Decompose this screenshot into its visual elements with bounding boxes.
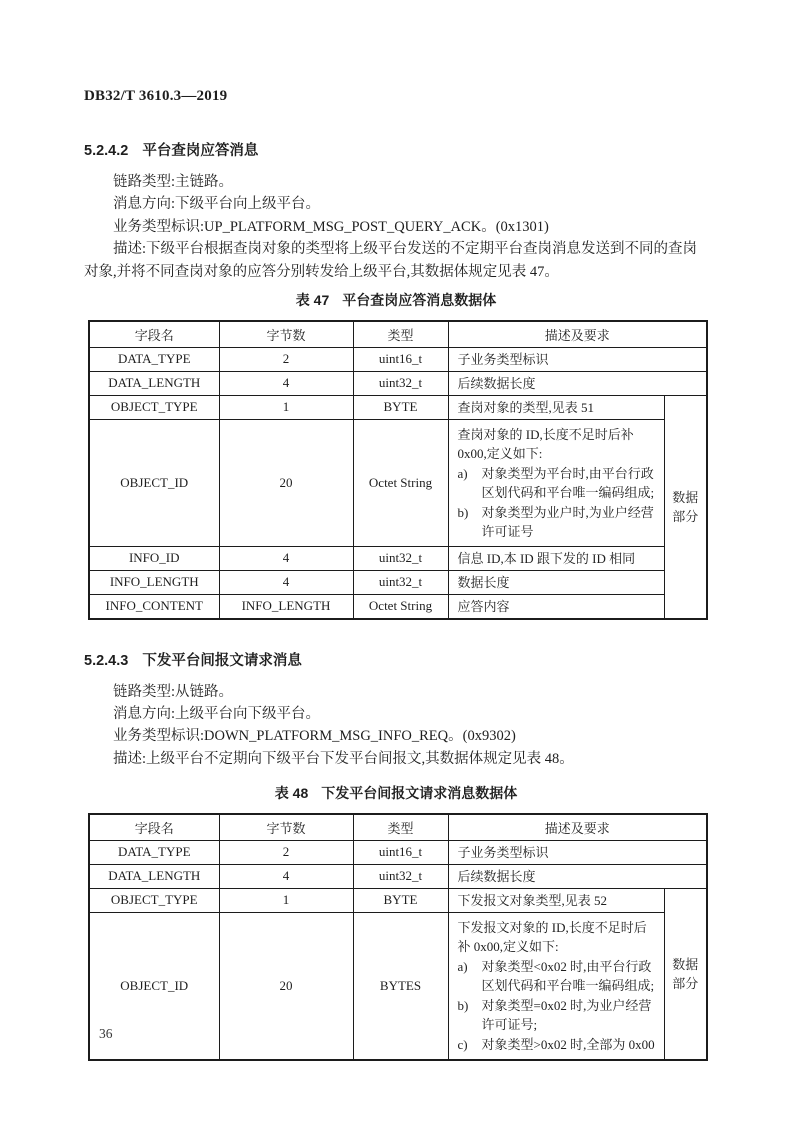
cell-description: 后续数据长度 bbox=[448, 371, 707, 395]
table-row bbox=[89, 594, 707, 619]
cell-field-name: INFO_ID bbox=[89, 546, 219, 570]
list-item-label: a) bbox=[457, 958, 468, 974]
cell-field-name: OBJECT_ID bbox=[89, 912, 219, 1060]
cell-description: 应答内容 bbox=[448, 594, 664, 619]
cell-byte-count: 1 bbox=[219, 395, 353, 419]
cell-byte-count: 2 bbox=[219, 347, 353, 371]
cell-type: uint32_t bbox=[353, 546, 448, 570]
cell-byte-count: 4 bbox=[219, 371, 353, 395]
list-item-text: 对象类型=0x02 时,为业户经营许可证号; bbox=[481, 997, 652, 1032]
list-item-text: 对象类型为业户时,为业户经营许可证号 bbox=[481, 504, 654, 539]
paragraph-message-direction: 消息方向:上级平台向下级平台。 bbox=[113, 705, 321, 722]
section-heading-5242 bbox=[84, 139, 708, 160]
section-title: 下发平台间报文请求消息 bbox=[142, 652, 302, 669]
cell-field-name: OBJECT_ID bbox=[89, 419, 219, 546]
header-description: 描述及要求 bbox=[448, 321, 707, 347]
cell-type: Octet String bbox=[353, 419, 448, 546]
cell-description bbox=[448, 912, 664, 1060]
cell-byte-count: 20 bbox=[219, 419, 353, 546]
cell-field-name: OBJECT_TYPE bbox=[89, 888, 219, 912]
cell-description: 信息 ID,本 ID 跟下发的 ID 相同 bbox=[448, 546, 664, 570]
cell-field-name: DATA_TYPE bbox=[89, 840, 219, 864]
cell-data-part-label: 数据部分 bbox=[664, 888, 707, 1060]
list-item-label: b) bbox=[457, 504, 469, 520]
description-list-item bbox=[458, 957, 658, 995]
cell-byte-count: 4 bbox=[219, 546, 353, 570]
cell-data-part-label: 数据部分 bbox=[664, 395, 707, 619]
paragraph-business-type-id: 业务类型标识:UP_PLATFORM_MSG_POST_QUERY_ACK。(0x1301) bbox=[113, 218, 549, 235]
section-number: 5.2.4.2 bbox=[84, 143, 129, 159]
cell-description: 数据长度 bbox=[448, 570, 664, 594]
table-47-caption bbox=[84, 290, 708, 310]
header-byte-count: 字节数 bbox=[219, 321, 353, 347]
header-field-name: 字段名 bbox=[89, 321, 219, 347]
table-47 bbox=[88, 320, 708, 620]
cell-description: 下发报文对象类型,见表 52 bbox=[448, 888, 664, 912]
section-5243-paragraphs bbox=[84, 681, 708, 771]
description-list-item bbox=[458, 464, 658, 502]
paragraph-link-type: 链路类型:从链路。 bbox=[113, 683, 234, 700]
table-48-caption bbox=[84, 783, 708, 803]
cell-type: uint32_t bbox=[353, 371, 448, 395]
section-5242-paragraphs bbox=[84, 171, 708, 283]
cell-type: BYTE bbox=[353, 888, 448, 912]
cell-description: 后续数据长度 bbox=[448, 864, 707, 888]
cell-description bbox=[448, 419, 664, 546]
cell-description: 子业务类型标识 bbox=[448, 347, 707, 371]
table-row bbox=[89, 546, 707, 570]
cell-field-name: INFO_LENGTH bbox=[89, 570, 219, 594]
cell-description: 子业务类型标识 bbox=[448, 840, 707, 864]
description-intro: 下发报文对象的 ID,长度不足时后补 0x00,定义如下: bbox=[457, 919, 647, 954]
cell-field-name: INFO_CONTENT bbox=[89, 594, 219, 619]
header-byte-count: 字节数 bbox=[219, 814, 353, 840]
list-item-text: 对象类型为平台时,由平台行政区划代码和平台唯一编码组成; bbox=[481, 465, 655, 500]
header-field-name: 字段名 bbox=[89, 814, 219, 840]
cell-type: uint16_t bbox=[353, 347, 448, 371]
cell-byte-count: 4 bbox=[219, 864, 353, 888]
paragraph-description: 描述:上级平台不定期向下级平台下发平台间报文,其数据体规定见表 48。 bbox=[113, 750, 574, 767]
cell-field-name: DATA_LENGTH bbox=[89, 371, 219, 395]
cell-byte-count: 1 bbox=[219, 888, 353, 912]
list-item-label: c) bbox=[457, 1036, 468, 1052]
section-number: 5.2.4.3 bbox=[84, 652, 129, 669]
table-row bbox=[89, 419, 707, 546]
description-list-item bbox=[458, 1035, 658, 1054]
cell-type: uint16_t bbox=[353, 840, 448, 864]
cell-byte-count: INFO_LENGTH bbox=[219, 594, 353, 619]
description-list-item bbox=[458, 503, 658, 541]
table-row bbox=[89, 888, 707, 912]
list-item-label: b) bbox=[457, 997, 469, 1013]
list-item-text: 对象类型>0x02 时,全部为 0x00 bbox=[481, 1036, 655, 1052]
cell-byte-count: 20 bbox=[219, 912, 353, 1060]
table-caption-text: 平台查岗应答消息数据体 bbox=[342, 292, 497, 309]
cell-field-name: DATA_LENGTH bbox=[89, 864, 219, 888]
table-row bbox=[89, 371, 707, 395]
paragraph-description: 描述:下级平台根据查岗对象的类型将上级平台发送的不定期平台查岗消息发送到不同的查岗对象,并将不同查岗对象的应答分别转发给上级平台,其数据体规定见表 47。 bbox=[84, 241, 698, 280]
table-48 bbox=[88, 813, 708, 1061]
cell-type: uint32_t bbox=[353, 864, 448, 888]
description-intro: 查岗对象的 ID,长度不足时后补 0x00,定义如下: bbox=[457, 426, 634, 461]
table-row bbox=[89, 912, 707, 1060]
cell-type: BYTES bbox=[353, 912, 448, 1060]
cell-byte-count: 2 bbox=[219, 840, 353, 864]
table-caption-label: 表 47 bbox=[295, 292, 330, 309]
table-row bbox=[89, 840, 707, 864]
cell-description: 查岗对象的类型,见表 51 bbox=[448, 395, 664, 419]
description-list-item bbox=[458, 996, 658, 1034]
table-header-row bbox=[89, 814, 707, 840]
list-item-text: 对象类型<0x02 时,由平台行政区划代码和平台唯一编码组成; bbox=[481, 958, 655, 993]
cell-field-name: OBJECT_TYPE bbox=[89, 395, 219, 419]
page-content bbox=[84, 88, 708, 1061]
standard-number-header: DB32/T 3610.3—2019 bbox=[84, 88, 228, 104]
cell-type: Octet String bbox=[353, 594, 448, 619]
table-row bbox=[89, 570, 707, 594]
cell-byte-count: 4 bbox=[219, 570, 353, 594]
header-type: 类型 bbox=[353, 321, 448, 347]
table-caption-text: 下发平台间报文请求消息数据体 bbox=[321, 785, 518, 802]
table-row bbox=[89, 347, 707, 371]
list-item-label: a) bbox=[457, 465, 468, 481]
cell-type: uint32_t bbox=[353, 570, 448, 594]
paragraph-message-direction: 消息方向:下级平台向上级平台。 bbox=[113, 196, 321, 213]
header-type: 类型 bbox=[353, 814, 448, 840]
section-title: 平台查岗应答消息 bbox=[142, 143, 259, 159]
table-caption-label: 表 48 bbox=[274, 785, 309, 802]
cell-type: BYTE bbox=[353, 395, 448, 419]
cell-field-name: DATA_TYPE bbox=[89, 347, 219, 371]
header-description: 描述及要求 bbox=[448, 814, 707, 840]
table-header-row bbox=[89, 321, 707, 347]
table-row bbox=[89, 864, 707, 888]
paragraph-link-type: 链路类型:主链路。 bbox=[113, 174, 234, 190]
page-number: 36 bbox=[99, 1026, 113, 1041]
table-row bbox=[89, 395, 707, 419]
section-heading-5243 bbox=[84, 649, 708, 670]
paragraph-business-type-id: 业务类型标识:DOWN_PLATFORM_MSG_INFO_REQ。(0x9302) bbox=[113, 728, 516, 745]
